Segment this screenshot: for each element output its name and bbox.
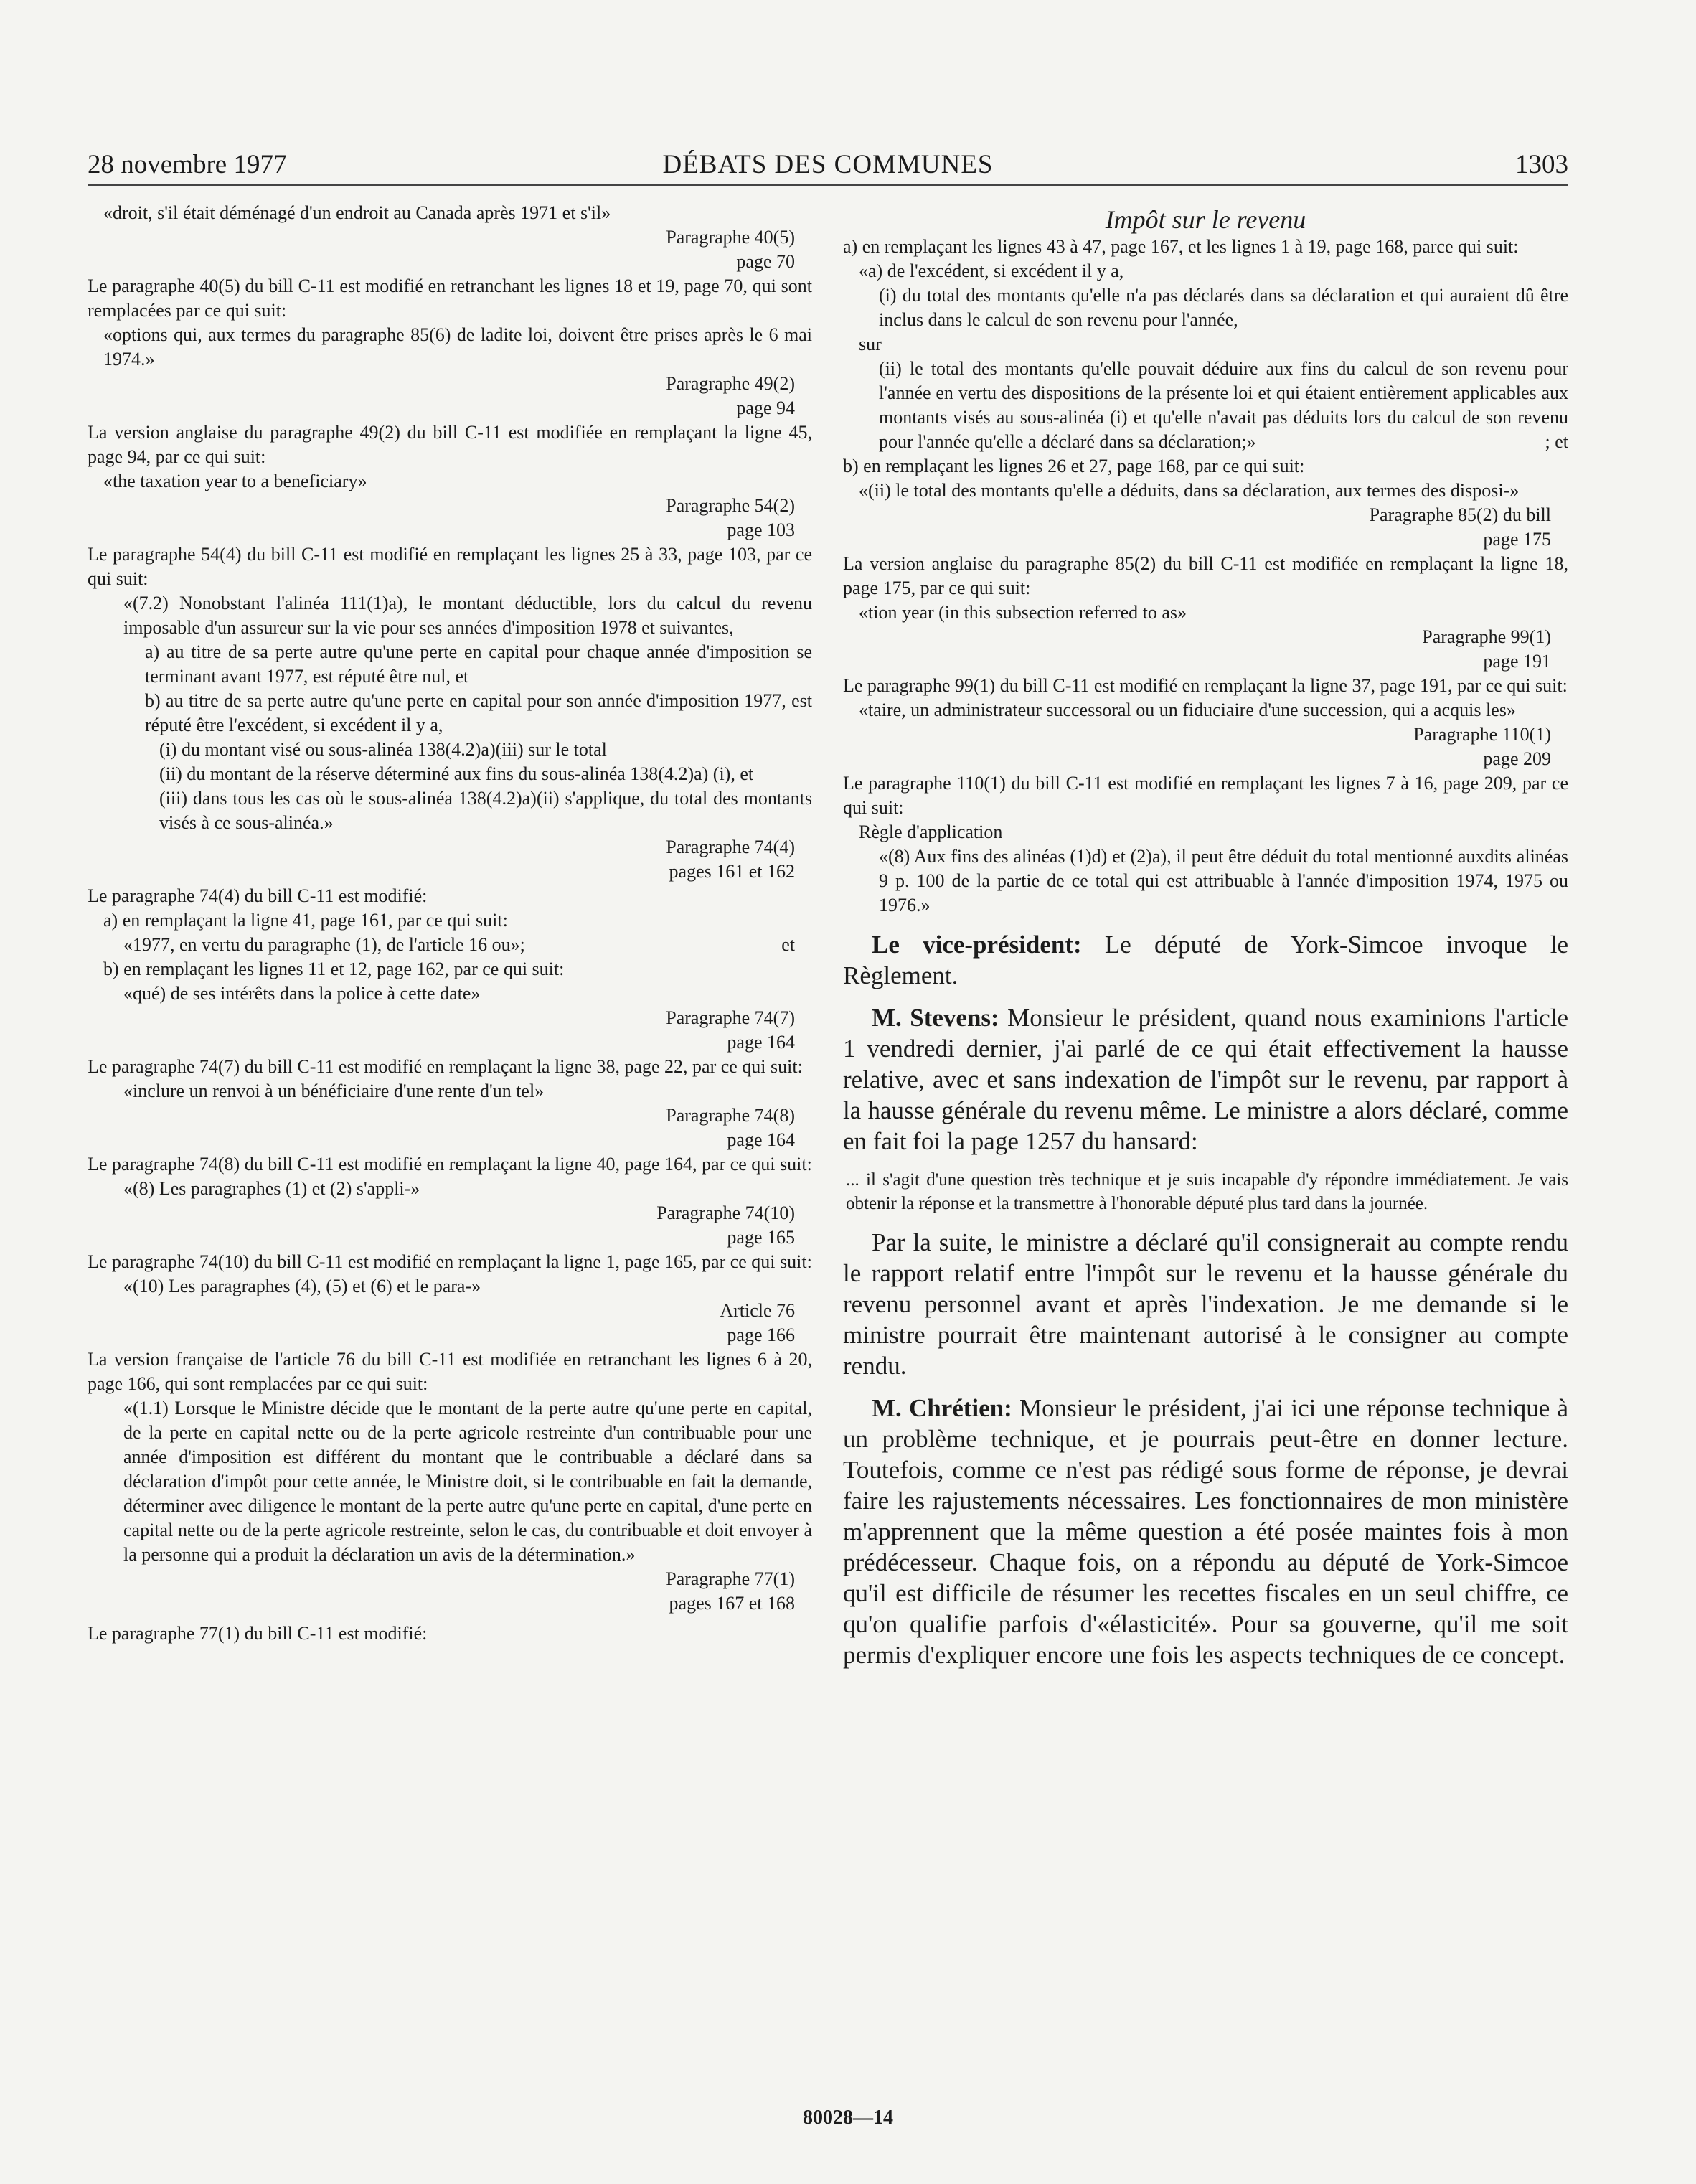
right-column — [843, 201, 1568, 1670]
page-footer: 80028—14 — [803, 2107, 893, 2129]
quote-row — [88, 933, 812, 957]
quote-text: «taire, un administrateur successoral ou un fiduciaire d'une succession, qui a acquis les» — [859, 700, 1516, 720]
section-reference: Paragraphe 85(2) du bill — [1369, 504, 1551, 525]
section-reference: Paragraphe 77(1) — [666, 1568, 795, 1589]
section-reference: Paragraphe 40(5) — [666, 227, 795, 248]
speech-paragraph: Par la suite, le ministre a déclaré qu'il consignerait au compte rendu le rapport relatif entre l'impôt sur le revenu et la hausse générale du revenu personnel avant et après l'indexation. Je me demande si le ministre pourrait être maintenant autorisé à le consigner au compte rendu. — [843, 1228, 1568, 1380]
quote-text: «qué) de ses intérêts dans la police à cette date» — [123, 983, 481, 1004]
page-reference: page 175 — [1483, 529, 1551, 550]
quote-text: sur — [859, 334, 882, 354]
page-header — [88, 147, 1568, 186]
section-reference: Paragraphe 99(1) — [1422, 626, 1551, 647]
quote-text: «the taxation year to a beneficiary» — [103, 471, 367, 491]
page-reference: page 209 — [1483, 748, 1551, 769]
quote-text: b) au titre de sa perte autre qu'une perte en capital pour son année d'imposition 1977, est réputé être l'excédent, si excédent il y a, — [145, 690, 812, 735]
speech-paragraph — [843, 1393, 1568, 1670]
quote-text: «a) de l'excédent, si excédent il y a, — [859, 260, 1124, 281]
page-reference: page 164 — [727, 1129, 795, 1150]
quote-text: «(10) Les paragraphes (4), (5) et (6) et le para-» — [123, 1276, 481, 1296]
section-title: Impôt sur le revenu — [1105, 205, 1306, 234]
speaker-name: M. Stevens: — [872, 1004, 999, 1032]
quote-text: «tion year (in this subsection referred to as» — [859, 602, 1187, 623]
amendment-text: Le paragraphe 74(4) du bill C-11 est modifié: — [88, 885, 428, 906]
left-column — [88, 201, 812, 1646]
quote-text: (ii) du montant de la réserve déterminé aux fins du sous-alinéa 138(4.2)a) (i), et — [159, 763, 754, 784]
section-reference: Paragraphe 54(2) — [666, 495, 795, 516]
section-reference: Article 76 — [720, 1300, 795, 1321]
quote-text: «options qui, aux termes du paragraphe 85(6) de ladite loi, doivent être prises après le 6 mai 1974.» — [103, 324, 812, 370]
amendment-text: b) en remplaçant les lignes 11 et 12, page 162, par ce qui suit: — [103, 959, 565, 979]
header-page-number: 1303 — [1515, 150, 1568, 179]
margin-note: Règle d'application — [859, 822, 1003, 842]
header-title: DÉBATS DES COMMUNES — [662, 150, 994, 179]
quote-text: «(8) Les paragraphes (1) et (2) s'appli-» — [123, 1178, 420, 1199]
page-reference: page 94 — [736, 397, 795, 418]
block-quote: ... il s'agit d'une question très technique et je suis incapable d'y répondre immédiatement. Je vais obtenir la réponse et la transmettre à l'honorable député plus tard dans la journée. — [846, 1170, 1568, 1213]
amendment-text: Le paragraphe 40(5) du bill C-11 est modifié en retranchant les lignes 18 et 19, page 70, qui sont remplacées par ce qui suit: — [88, 276, 812, 321]
quote-text: «(ii) le total des montants qu'elle a déduits, dans sa déclaration, aux termes des disposi-» — [859, 480, 1520, 501]
amendment-text: La version anglaise du paragraphe 85(2) du bill C-11 est modifiée en remplaçant la ligne 18, page 175, par ce qui suit: — [843, 553, 1568, 598]
section-reference: Paragraphe 49(2) — [666, 373, 795, 394]
quote-text: «(8) Aux fins des alinéas (1)d) et (2)a), il peut être déduit du total mentionné auxdits alinéas 9 p. 100 de la partie de ce total qui est attribuable à l'année d'imposition 1974, 1975 ou 1976.» — [879, 846, 1568, 916]
quote-text: (iii) dans tous les cas où le sous-alinéa 138(4.2)a)(ii) s'applique, du total des montants visés à ce sous-alinéa.» — [159, 788, 812, 833]
amendment-text: Le paragraphe 54(4) du bill C-11 est modifié en remplaçant les lignes 25 à 33, page 103, par ce qui suit: — [88, 544, 812, 589]
page-reference: pages 167 et 168 — [669, 1593, 795, 1614]
conjunction: ; et — [1545, 431, 1568, 452]
page-reference: page 165 — [727, 1227, 795, 1248]
quote-text: (i) du montant visé ou sous-alinéa 138(4.2)a)(iii) sur le total — [159, 739, 607, 760]
page-reference: page 191 — [1483, 651, 1551, 672]
amendment-text: a) en remplaçant les lignes 43 à 47, page 167, et les lignes 1 à 19, page 168, parce qui suit: — [843, 236, 1519, 257]
speech-text: Le député de York-Simcoe invoque le Règlement. — [843, 931, 1569, 989]
conjunction: et — [781, 934, 795, 955]
speech-paragraph — [843, 1002, 1568, 1157]
speech-text: Monsieur le président, j'ai ici une réponse technique à un problème technique, et je pourrais peut-être en donner lecture. Toutefois, comme ce n'est pas rédigé sous forme de réponse, je devrai faire les rajustements nécessaires. Les fonctionnaires de mon ministère m'apprennent que la même question a été posée maintes fois à mon prédécesseur. Chaque fois, on a répondu au député de York-Simcoe qu'il est difficile de résumer les recettes fiscales en un seul chiffre, ce qu'on qualifie parfois d'«élasticité». Pour sa gouverne, qu'il me soit permis d'expliquer encore une fois les aspects techniques de ce concept. — [843, 1394, 1568, 1669]
page-reference: pages 161 et 162 — [669, 861, 795, 882]
quote-text: «inclure un renvoi à un bénéficiaire d'une rente d'un tel» — [123, 1081, 545, 1101]
amendment-text: Le paragraphe 74(10) du bill C-11 est modifié en remplaçant la ligne 1, page 165, par ce qui suit: — [88, 1251, 812, 1272]
speech-paragraph — [843, 929, 1568, 991]
amendment-text: Le paragraphe 99(1) du bill C-11 est modifié en remplaçant la ligne 37, page 191, par ce qui suit: — [843, 675, 1568, 696]
page-reference: page 70 — [736, 251, 795, 272]
section-reference: Paragraphe 110(1) — [1413, 724, 1551, 745]
section-reference: Paragraphe 74(7) — [666, 1007, 795, 1028]
quote-text: (i) du total des montants qu'elle n'a pas déclarés dans sa déclaration et qui auraient dû être inclus dans le calcul de son revenu pour l'année, — [879, 285, 1568, 330]
section-reference: Paragraphe 74(4) — [666, 837, 795, 857]
speaker-name: Le vice-président: — [872, 931, 1082, 959]
page-reference: page 103 — [727, 519, 795, 540]
quote-text: (ii) le total des montants qu'elle pouvait déduire aux fins du calcul de son revenu pour l'année en vertu des dispositions de la présente loi et qui étaient entièrement applicables aux montants visés au sous-alinéa (i) et qu'elle n'avait pas déduits lors du calcul de son revenu pour l'année qu'elle a déclaré dans sa déclaration;» — [879, 358, 1568, 452]
amendment-text: Le paragraphe 74(8) du bill C-11 est modifié en remplaçant la ligne 40, page 164, par ce qui suit: — [88, 1154, 812, 1175]
amendment-text: b) en remplaçant les lignes 26 et 27, page 168, par ce qui suit: — [843, 456, 1305, 476]
amendment-text: Le paragraphe 110(1) du bill C-11 est modifié en remplaçant les lignes 7 à 16, page 209, par ce qui suit: — [843, 773, 1568, 818]
amendment-text: Le paragraphe 77(1) du bill C-11 est modifié: — [88, 1623, 428, 1644]
speech-text: Monsieur le président, quand nous examinions l'article 1 vendredi dernier, j'ai parlé de ce qui était effectivement la hausse relative, avec et sans indexation de l'impôt sur le revenu, par rapport à la hausse générale du revenu même. Le ministre a alors déclaré, comme en fait foi la page 1257 du hansard: — [843, 1004, 1569, 1155]
page-reference: page 164 — [727, 1032, 795, 1053]
quote-text: a) au titre de sa perte autre qu'une perte en capital pour chaque année d'imposition se terminant avant 1977, est réputé être nul, et — [145, 641, 812, 687]
quote-text: «(1.1) Lorsque le Ministre décide que le montant de la perte autre qu'une perte en capital, de la perte en capital nette ou de la perte agricole restreinte d'un contribuable pour une année d'imposition est différent du montant que le contribuable a déclaré dans sa déclaration d'impôt pour cette année, le Ministre doit, si le contribuable en fait la demande, déterminer avec diligence le montant de la perte autre qu'une perte en capital, d'une perte en capital nette ou de la perte agricole restreinte, selon le cas, du contribuable et doit envoyer à la personne qui a produit la déclaration un avis de la détermination.» — [123, 1398, 812, 1565]
section-reference: Paragraphe 74(10) — [656, 1202, 795, 1223]
section-reference: Paragraphe 74(8) — [666, 1105, 795, 1126]
page-reference: page 166 — [727, 1324, 795, 1345]
amendment-text: La version française de l'article 76 du bill C-11 est modifiée en retranchant les lignes 6 à 20, page 166, qui sont remplacées par ce qui suit: — [88, 1349, 812, 1394]
amendment-text: Le paragraphe 74(7) du bill C-11 est modifié en remplaçant la ligne 38, page 22, par ce qui suit: — [88, 1056, 803, 1077]
speaker-name: M. Chrétien: — [872, 1394, 1012, 1422]
quote-text: «droit, s'il était déménagé d'un endroit au Canada après 1971 et s'il» — [103, 202, 611, 223]
quote-text: «1977, en vertu du paragraphe (1), de l'article 16 ou»; — [123, 934, 525, 955]
amendment-text: La version anglaise du paragraphe 49(2) du bill C-11 est modifiée en remplaçant la ligne 45, page 94, par ce qui suit: — [88, 422, 812, 467]
amendment-text: a) en remplaçant la ligne 41, page 161, par ce qui suit: — [103, 910, 508, 931]
header-date: 28 novembre 1977 — [88, 150, 287, 179]
quote-text: «(7.2) Nonobstant l'alinéa 111(1)a), le montant déductible, lors du calcul du revenu imposable d'un assureur sur la vie pour ses années d'imposition 1978 et suivantes, — [123, 593, 812, 638]
